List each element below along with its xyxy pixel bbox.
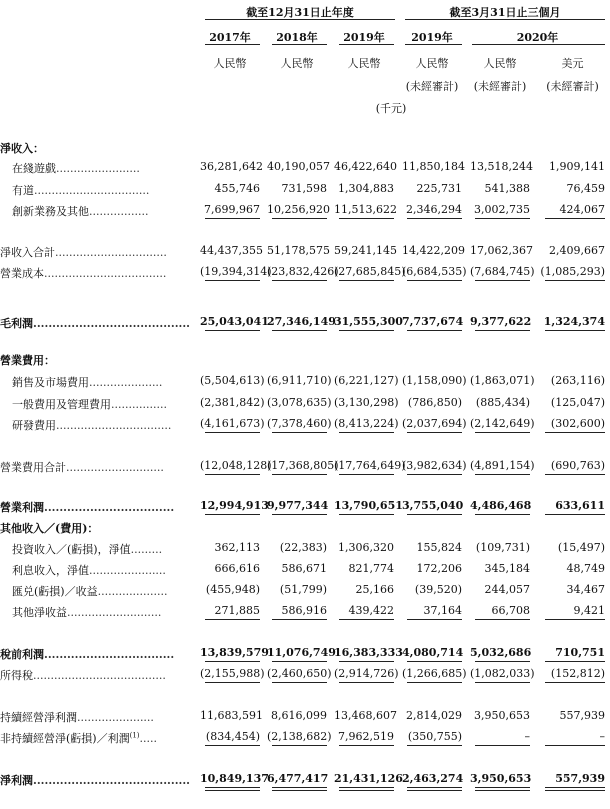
table-rule xyxy=(545,514,605,515)
row-label-text: 營業利潤 xyxy=(0,501,44,514)
table-cell: 4,486,468 xyxy=(470,499,532,512)
table-cell: 7,737,674 xyxy=(402,315,464,328)
table-cell: 345,184 xyxy=(484,562,530,575)
table-cell: (23,832,426) xyxy=(267,265,339,278)
table-cell: (17,368,805) xyxy=(267,459,339,472)
leader-dots: ............................ xyxy=(66,461,164,474)
table-cell: 271,885 xyxy=(214,604,260,617)
rule-group-year xyxy=(205,19,395,20)
table-cell: (6,684,535) xyxy=(402,265,467,278)
leader-dots: ...................... xyxy=(77,711,154,724)
table-cell: 439,422 xyxy=(348,604,394,617)
row-label xyxy=(0,646,174,662)
table-cell: 12,994,913 xyxy=(200,499,269,512)
table-rule xyxy=(475,787,530,788)
table-cell: 9,977,344 xyxy=(267,499,329,512)
table-cell: 17,062,367 xyxy=(470,244,533,257)
table-cell: (2,142,649) xyxy=(470,417,535,430)
row-label-text: 所得稅 xyxy=(0,669,33,682)
table-cell: (1,085,293) xyxy=(540,265,605,278)
row-label-text: 營業費用合計 xyxy=(0,461,66,474)
table-rule xyxy=(545,218,605,219)
row-label-text: 其他收入／(費用)： xyxy=(0,522,99,535)
row-label xyxy=(12,182,149,198)
table-cell: 1,909,141 xyxy=(549,160,605,173)
table-cell: (1,863,071) xyxy=(470,374,535,387)
table-cell: (2,155,988) xyxy=(200,667,265,680)
table-rule xyxy=(272,330,327,331)
table-cell: (3,078,635) xyxy=(267,396,332,409)
table-rule xyxy=(545,619,605,620)
table-rule xyxy=(205,619,260,620)
table-cell: (2,037,694) xyxy=(402,417,467,430)
table-cell: (350,755) xyxy=(407,730,462,743)
table-cell: (51,799) xyxy=(279,583,327,596)
leader-dots: ......... xyxy=(130,543,163,556)
table-rule xyxy=(475,280,530,281)
rule-year-4 xyxy=(405,44,462,45)
table-rule xyxy=(475,432,530,433)
table-cell: (5,504,613) xyxy=(200,374,265,387)
table-cell: (1,266,685) xyxy=(402,667,467,680)
table-cell: 586,916 xyxy=(281,604,327,617)
row-label-text: 其他淨收益 xyxy=(12,606,67,619)
leader-dots: ...................... xyxy=(89,564,166,577)
table-rule xyxy=(545,280,605,281)
header-unaudited-1: (未經審計) xyxy=(405,80,459,93)
table-rule xyxy=(475,218,530,219)
table-cell: 633,611 xyxy=(555,499,605,512)
table-rule xyxy=(407,432,462,433)
header-currency-1: 人民幣 xyxy=(213,57,247,70)
leader-dots: ...................................... xyxy=(33,669,166,682)
header-currency-4: 人民幣 xyxy=(415,57,449,70)
row-label xyxy=(0,772,190,788)
table-cell: (2,138,682) xyxy=(267,730,332,743)
table-cell: 10,849,137 xyxy=(200,772,269,785)
table-cell: 7,699,967 xyxy=(204,203,260,216)
table-rule xyxy=(407,790,462,791)
table-cell: 25,166 xyxy=(355,583,394,596)
table-rule xyxy=(407,514,462,515)
rule-year-5 xyxy=(472,44,605,45)
rule-year-2 xyxy=(272,44,327,45)
table-cell: 13,839,579 xyxy=(200,646,269,659)
table-rule xyxy=(545,474,605,475)
row-label xyxy=(0,520,98,536)
row-label-text: 毛利潤 xyxy=(0,317,33,330)
table-cell: 1,324,374 xyxy=(543,315,605,328)
rule-group-quarter xyxy=(405,19,605,20)
table-rule xyxy=(339,661,394,662)
table-cell: 9,377,622 xyxy=(470,315,532,328)
table-cell: 3,950,653 xyxy=(474,709,530,722)
table-cell: 13,790,651 xyxy=(334,499,403,512)
table-rule xyxy=(545,330,605,331)
row-label-text: 稅前利潤 xyxy=(0,648,44,661)
table-rule xyxy=(205,514,260,515)
table-cell: 3,755,040 xyxy=(402,499,464,512)
row-label xyxy=(12,604,161,620)
header-year-2019: 2019年 xyxy=(343,31,385,44)
table-cell: 25,043,041 xyxy=(200,315,269,328)
row-label-text: 淨收入： xyxy=(0,142,44,155)
header-year-2017: 2017年 xyxy=(209,31,251,44)
table-cell: (690,763) xyxy=(550,459,605,472)
table-rule xyxy=(272,619,327,620)
table-cell: 6,477,417 xyxy=(267,772,329,785)
table-cell: 51,178,575 xyxy=(267,244,330,257)
leader-dots: ......................................... xyxy=(33,774,191,787)
table-cell: (302,600) xyxy=(550,417,605,430)
table-cell: (7,378,460) xyxy=(267,417,332,430)
leader-dots: ................. xyxy=(89,205,149,218)
table-cell: 40,190,057 xyxy=(267,160,330,173)
header-group-year: 截至12月31日止年度 xyxy=(246,6,354,19)
row-label-text: 非持續經營淨(虧損)／利潤 xyxy=(0,732,130,745)
table-cell: 3,002,735 xyxy=(474,203,530,216)
table-rule xyxy=(339,514,394,515)
table-cell: 424,067 xyxy=(559,203,605,216)
table-cell: 27,346,149 xyxy=(267,315,336,328)
table-cell: 2,409,667 xyxy=(549,244,605,257)
header-currency-6: 美元 xyxy=(561,57,584,70)
table-rule xyxy=(205,661,260,662)
table-cell: (263,116) xyxy=(550,374,605,387)
table-cell: 172,206 xyxy=(416,562,462,575)
table-cell: 8,616,099 xyxy=(271,709,327,722)
table-cell: 46,422,640 xyxy=(334,160,397,173)
table-cell: 821,774 xyxy=(348,562,394,575)
table-cell: 244,057 xyxy=(484,583,530,596)
table-rule xyxy=(407,787,462,788)
table-cell: (1,082,033) xyxy=(470,667,535,680)
table-rule xyxy=(545,745,605,746)
table-rule xyxy=(475,474,530,475)
row-label xyxy=(12,396,167,412)
row-label-text: 有道 xyxy=(12,184,34,197)
table-cell: 9,421 xyxy=(573,604,605,617)
row-label xyxy=(0,265,166,281)
table-cell: (3,130,298) xyxy=(334,396,399,409)
header-currency-2: 人民幣 xyxy=(280,57,314,70)
header-unaudited-2: (未經審計) xyxy=(473,80,527,93)
leader-dots: ........................... xyxy=(67,606,162,619)
table-cell: (2,914,726) xyxy=(334,667,399,680)
table-rule xyxy=(407,280,462,281)
table-rule xyxy=(407,745,462,746)
table-cell: 76,459 xyxy=(566,182,605,195)
table-rule xyxy=(407,661,462,662)
leader-dots: ................................ xyxy=(55,246,167,259)
rule-year-1 xyxy=(205,44,260,45)
row-label xyxy=(12,374,162,390)
table-cell: (3,982,634) xyxy=(402,459,467,472)
table-cell: (15,497) xyxy=(557,541,605,554)
header-currency-3: 人民幣 xyxy=(347,57,381,70)
row-label-text: 在綫遊戲 xyxy=(12,162,56,175)
table-rule xyxy=(339,218,394,219)
leader-dots: ................................... xyxy=(44,267,167,280)
row-label-text: 淨收入合計 xyxy=(0,246,55,259)
row-label xyxy=(0,140,44,156)
table-rule xyxy=(272,474,327,475)
table-rule xyxy=(339,682,394,683)
table-cell: (17,764,649) xyxy=(334,459,406,472)
leader-dots: ..................... xyxy=(89,376,163,389)
table-cell: 2,463,274 xyxy=(402,772,464,785)
row-label-text: 研發費用 xyxy=(12,419,56,432)
table-cell: 3,950,653 xyxy=(470,772,532,785)
table-rule xyxy=(339,432,394,433)
table-cell: (6,911,710) xyxy=(267,374,332,387)
leader-dots: ................................. xyxy=(56,419,172,432)
leader-dots: .................... xyxy=(97,585,168,598)
table-rule xyxy=(205,787,260,788)
header-unit: (千元) xyxy=(375,102,407,115)
table-rule xyxy=(475,661,530,662)
table-cell: 48,749 xyxy=(566,562,605,575)
table-cell: 44,437,355 xyxy=(200,244,263,257)
header-unaudited-3: (未經審計) xyxy=(546,80,599,93)
row-label xyxy=(0,352,55,368)
leader-dots: .................................. xyxy=(44,648,175,661)
row-label-text: 營業成本 xyxy=(0,267,44,280)
row-label xyxy=(12,203,148,219)
row-label xyxy=(0,730,157,746)
table-cell: (6,221,127) xyxy=(334,374,399,387)
table-cell: 4,080,714 xyxy=(402,646,464,659)
table-cell: 2,346,294 xyxy=(406,203,462,216)
table-cell: 557,939 xyxy=(555,772,605,785)
table-cell: 11,683,591 xyxy=(200,709,263,722)
table-cell: 557,939 xyxy=(559,709,605,722)
table-rule xyxy=(272,787,327,788)
table-rule xyxy=(475,330,530,331)
table-cell: 155,824 xyxy=(416,541,462,554)
row-label-text: 投資收入／(虧損)，淨值 xyxy=(12,543,131,556)
table-rule xyxy=(475,790,530,791)
table-rule xyxy=(205,432,260,433)
table-cell: 11,076,749 xyxy=(267,646,336,659)
table-rule xyxy=(545,682,605,683)
table-cell: 10,256,920 xyxy=(267,203,330,216)
leader-dots: ........................ xyxy=(56,162,140,175)
table-cell: 16,383,333 xyxy=(334,646,403,659)
row-label xyxy=(12,583,168,599)
table-rule xyxy=(272,280,327,281)
row-label-text: 匯兑(虧損)／收益 xyxy=(12,585,98,598)
table-cell: 710,751 xyxy=(555,646,605,659)
leader-dots: ................ xyxy=(111,398,167,411)
row-label xyxy=(12,541,162,557)
table-cell: 66,708 xyxy=(491,604,530,617)
table-cell: 455,746 xyxy=(214,182,260,195)
row-label-text: 持續經營淨利潤 xyxy=(0,711,77,724)
table-cell: (22,383) xyxy=(279,541,327,554)
table-cell: (2,460,650) xyxy=(267,667,332,680)
table-cell: 31,555,300 xyxy=(334,315,403,328)
table-rule xyxy=(339,787,394,788)
table-cell: 59,241,145 xyxy=(334,244,397,257)
table-cell: (152,812) xyxy=(550,667,605,680)
table-cell: (8,413,224) xyxy=(334,417,399,430)
table-rule xyxy=(339,330,394,331)
table-rule xyxy=(272,432,327,433)
table-cell: 1,306,320 xyxy=(338,541,394,554)
table-rule xyxy=(475,682,530,683)
table-rule xyxy=(272,218,327,219)
table-rule xyxy=(545,790,605,791)
table-cell: (12,048,128) xyxy=(200,459,272,472)
row-label xyxy=(12,417,171,433)
table-cell: (455,948) xyxy=(205,583,260,596)
table-cell: 14,422,209 xyxy=(402,244,465,257)
table-cell: 11,850,184 xyxy=(402,160,465,173)
table-rule xyxy=(407,218,462,219)
header-year-2019-q1: 2019年 xyxy=(411,31,453,44)
table-rule xyxy=(205,790,260,791)
table-rule xyxy=(339,474,394,475)
table-cell: (834,454) xyxy=(205,730,260,743)
table-cell: 5,032,686 xyxy=(470,646,532,659)
header-year-2018: 2018年 xyxy=(276,31,318,44)
table-cell: 36,281,642 xyxy=(200,160,263,173)
row-label-text: 淨利潤 xyxy=(0,774,33,787)
table-rule xyxy=(545,787,605,788)
table-cell: 586,671 xyxy=(281,562,327,575)
table-rule xyxy=(205,330,260,331)
table-rule xyxy=(205,745,260,746)
row-label xyxy=(0,244,167,260)
table-rule xyxy=(205,218,260,219)
table-rule xyxy=(545,432,605,433)
row-label-text: 一般費用及管理費用 xyxy=(12,398,111,411)
table-cell: 731,598 xyxy=(281,182,327,195)
table-rule xyxy=(545,661,605,662)
row-label xyxy=(12,160,140,176)
table-cell: 541,388 xyxy=(484,182,530,195)
table-rule xyxy=(339,790,394,791)
table-rule xyxy=(339,280,394,281)
table-cell: 1,304,883 xyxy=(338,182,394,195)
table-rule xyxy=(205,280,260,281)
table-cell: 2,814,029 xyxy=(406,709,462,722)
table-cell: 13,518,244 xyxy=(470,160,533,173)
table-rule xyxy=(272,790,327,791)
row-label xyxy=(0,667,166,683)
table-cell: (1,158,090) xyxy=(402,374,467,387)
header-currency-5: 人民幣 xyxy=(483,57,517,70)
table-cell: (125,047) xyxy=(550,396,605,409)
rule-year-3 xyxy=(339,44,394,45)
table-cell: (7,684,745) xyxy=(470,265,535,278)
row-label-text: 銷售及市場費用 xyxy=(12,376,89,389)
table-cell: (27,685,845) xyxy=(334,265,406,278)
table-rule xyxy=(339,619,394,620)
table-cell: (19,394,314) xyxy=(200,265,272,278)
header-year-2020-q1: 2020年 xyxy=(516,31,559,44)
table-cell: 37,164 xyxy=(423,604,462,617)
table-cell: – xyxy=(599,730,605,743)
table-cell: 11,513,622 xyxy=(334,203,397,216)
table-rule xyxy=(272,682,327,683)
leader-dots: ..... xyxy=(139,732,157,745)
table-rule xyxy=(407,330,462,331)
table-cell: 34,467 xyxy=(566,583,605,596)
table-rule xyxy=(272,514,327,515)
table-rule xyxy=(272,745,327,746)
row-label xyxy=(0,499,174,515)
table-rule xyxy=(205,474,260,475)
table-cell: 13,468,607 xyxy=(334,709,397,722)
table-rule xyxy=(407,474,462,475)
row-label-text: 創新業務及其他 xyxy=(12,205,89,218)
row-label xyxy=(12,562,166,578)
table-cell: 7,962,519 xyxy=(338,730,394,743)
table-rule xyxy=(407,619,462,620)
header-group-quarter: 截至3月31日止三個月 xyxy=(449,6,561,19)
row-label xyxy=(0,459,164,475)
table-rule xyxy=(475,514,530,515)
table-rule xyxy=(272,661,327,662)
table-cell: 225,731 xyxy=(416,182,462,195)
row-label xyxy=(0,315,190,331)
table-rule xyxy=(475,745,530,746)
table-cell: (885,434) xyxy=(475,396,530,409)
table-cell: (4,161,673) xyxy=(200,417,265,430)
row-label-text: 營業費用： xyxy=(0,354,55,367)
table-cell: 21,431,126 xyxy=(334,772,403,785)
table-cell: – xyxy=(524,730,530,743)
table-cell: (4,891,154) xyxy=(470,459,535,472)
footnote-marker: (1) xyxy=(129,731,140,740)
table-rule xyxy=(339,745,394,746)
table-rule xyxy=(475,619,530,620)
table-rule xyxy=(205,682,260,683)
table-cell: (39,520) xyxy=(414,583,462,596)
table-cell: (109,731) xyxy=(475,541,530,554)
leader-dots: ......................................... xyxy=(33,317,191,330)
table-cell: (786,850) xyxy=(407,396,462,409)
table-cell: 666,616 xyxy=(214,562,260,575)
row-label-text: 利息收入，淨值 xyxy=(12,564,89,577)
leader-dots: .................................. xyxy=(44,501,175,514)
table-cell: 362,113 xyxy=(214,541,260,554)
table-cell: (2,381,842) xyxy=(200,396,265,409)
row-label xyxy=(0,709,154,725)
leader-dots: ................................. xyxy=(34,184,150,197)
table-rule xyxy=(407,682,462,683)
